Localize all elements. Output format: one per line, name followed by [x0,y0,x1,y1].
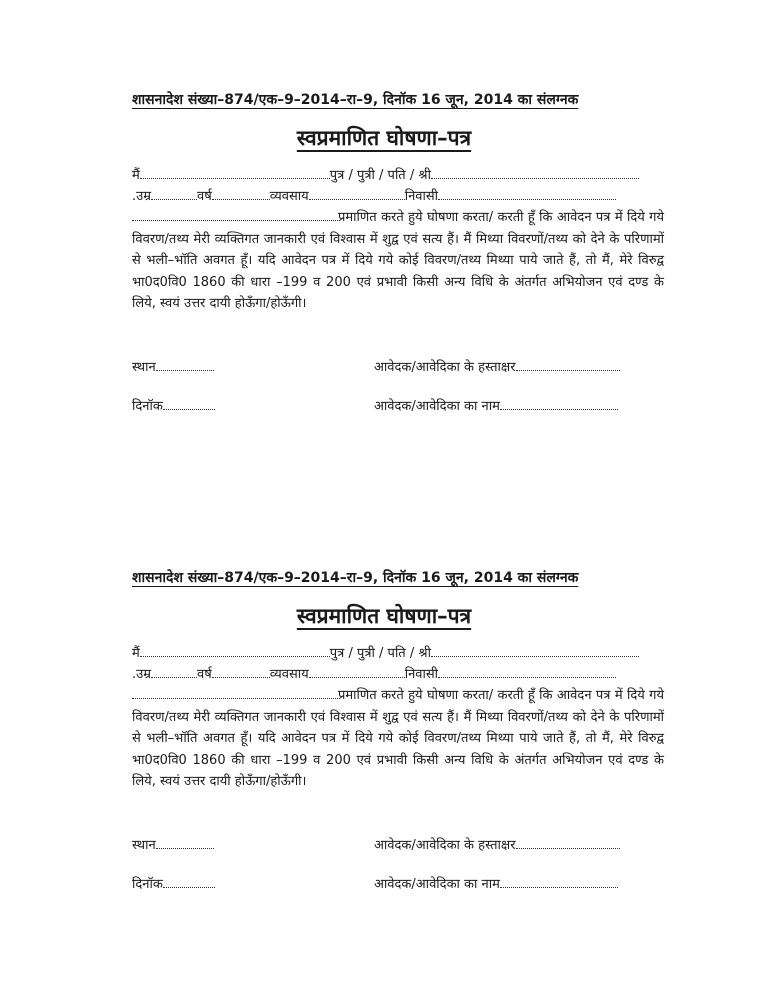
name-blank[interactable] [140,642,330,657]
details-line: .उम्र वर्ष व्यवसाय निवासी [132,663,616,685]
address-blank[interactable] [132,684,338,699]
occupation-blank[interactable] [309,663,405,678]
occupation-blank[interactable] [309,185,405,200]
signature-blank[interactable] [516,834,620,849]
name-blank[interactable] [140,164,330,179]
place-blank[interactable] [156,356,214,371]
applicant-name-blank[interactable] [500,395,618,410]
years-blank[interactable] [212,185,270,200]
place-blank[interactable] [156,834,214,849]
reference-line: शासनादेश संख्या–874/एक–9–2014–रा–9, दिनॉक 16 जून, 2014 का संलग्नक [132,92,579,108]
details-line: .उम्र वर्ष व्यवसाय निवासी [132,185,616,207]
applicant-name-blank[interactable] [500,873,618,888]
date-field: दिनॉक [132,873,215,892]
form-title: स्वप्रमाणित घोषणा–पत्र [296,126,472,150]
reference-line: शासनादेश संख्या–874/एक–9–2014–रा–9, दिनॉक 16 जून, 2014 का संलग्नक [132,570,579,586]
relation-name-blank[interactable] [431,164,639,179]
date-field: दिनॉक [132,395,215,414]
date-blank[interactable] [163,395,215,410]
name-line: मैं पुत्र / पुत्री / पति / श्री [132,642,639,664]
place-field: स्थान [132,834,214,853]
declaration-text: प्रमाणित करते हुये घोषणा करता/ करती हूँ कि आवेदन पत्र में दिये गये विवरण/तथ्य मेरी व्यक्तिगत जानकारी एवं विश्वास में शुद्व एवं सत्य हैं। मैं मिथ्या विवरणों/तथ्य को देने के परिणामों से भली–भॉति अवगत हूँ। यदि आवेदन पत्र में दिये गये कोई विवरण/तथ्य मिथ्या पाये जाते हैं, तो मैं, मेरे विरुद्व भा0द0वि0 1860 की धारा –199 व 200 एवं प्रभावी किसी अन्य विधि के अंतर्गत अभियोजन एवं दण्ड के लिये, स्वयं उत्तर दायी होऊँगा/होऊँगी। [132,684,664,793]
signature-blank[interactable] [516,356,620,371]
declaration-form-1 [0,90,768,530]
signature-field: आवेदक/आवेदिका के हस्ताक्षर [374,834,620,853]
date-blank[interactable] [163,873,215,888]
signature-field: आवेदक/आवेदिका के हस्ताक्षर [374,356,620,375]
declaration-text: प्रमाणित करते हुये घोषणा करता/ करती हूँ कि आवेदन पत्र में दिये गये विवरण/तथ्य मेरी व्यक्तिगत जानकारी एवं विश्वास में शुद्व एवं सत्य हैं। मैं मिथ्या विवरणों/तथ्य को देने के परिणामों से भली–भॉति अवगत हूँ। यदि आवेदन पत्र में दिये गये कोई विवरण/तथ्य मिथ्या पाये जाते हैं, तो मैं, मेरे विरुद्व भा0द0वि0 1860 की धारा –199 व 200 एवं प्रभावी किसी अन्य विधि के अंतर्गत अभियोजन एवं दण्ड के लिये, स्वयं उत्तर दायी होऊँगा/होऊँगी। [132,206,664,315]
age-blank[interactable] [151,185,197,200]
relation-name-blank[interactable] [431,642,639,657]
years-blank[interactable] [212,663,270,678]
form-title: स्वप्रमाणित घोषणा–पत्र [296,604,472,628]
declaration-form-2 [0,568,768,1008]
address-blank[interactable] [132,206,338,221]
age-blank[interactable] [151,663,197,678]
resident-blank[interactable] [438,185,616,200]
place-field: स्थान [132,356,214,375]
resident-blank[interactable] [438,663,616,678]
name-line: मैं पुत्र / पुत्री / पति / श्री [132,164,639,186]
applicant-name-field: आवेदक/आवेदिका का नाम [374,395,618,414]
applicant-name-field: आवेदक/आवेदिका का नाम [374,873,618,892]
